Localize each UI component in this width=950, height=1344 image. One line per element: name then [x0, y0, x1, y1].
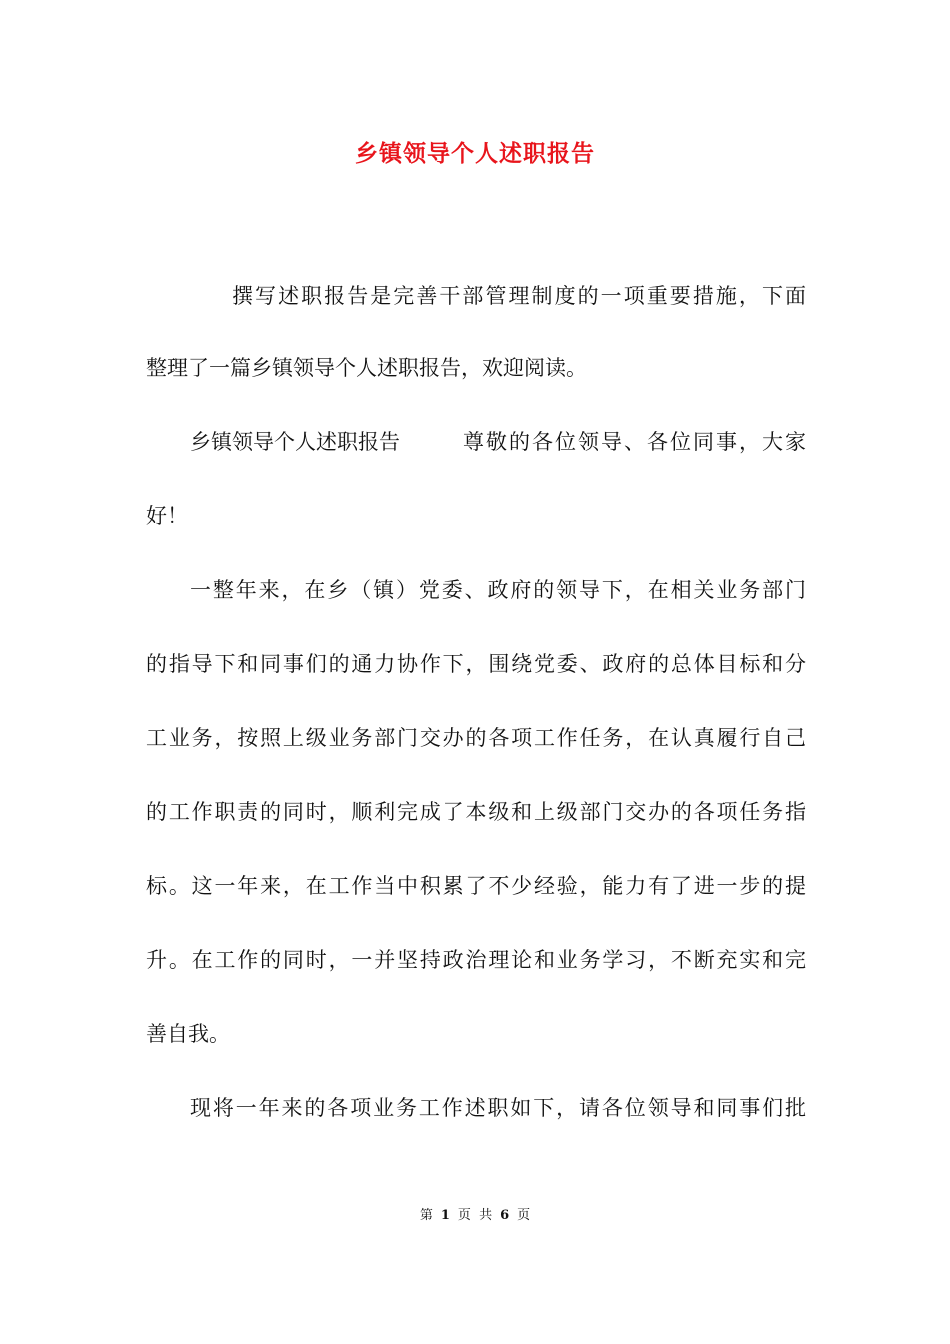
paragraph-line: 现将一年来的各项业务工作述职如下，请各位领导和同事们批 — [190, 1096, 806, 1120]
paragraph-line: 整理了一篇乡镇领导个人述职报告，欢迎阅读。 — [146, 356, 587, 380]
heading-line: 乡镇领导个人述职报告 — [190, 430, 400, 454]
page-footer — [0, 1206, 950, 1226]
paragraph-line: 撰写述职报告是完善干部管理制度的一项重要措施，下面 — [232, 284, 806, 308]
salutation-line: 尊敬的各位领导、各位同事，大家 — [463, 430, 806, 454]
paragraph-line: 的工作职责的同时，顺利完成了本级和上级部门交办的各项任务指 — [146, 800, 806, 824]
paragraph-line: 好！ — [146, 504, 188, 528]
paragraph-line: 标。这一年来，在工作当中积累了不少经验，能力有了进一步的提 — [146, 874, 806, 898]
paragraph-line: 升。在工作的同时，一并坚持政治理论和业务学习，不断充实和完 — [146, 948, 806, 972]
document-title: 乡镇领导个人述职报告 — [355, 140, 595, 167]
paragraph-line: 的指导下和同事们的通力协作下，围绕党委、政府的总体目标和分 — [146, 652, 806, 676]
footer-total-pages: 6 — [500, 1208, 510, 1223]
paragraph-line: 善自我。 — [146, 1022, 230, 1046]
footer-ye: 页 — [517, 1208, 531, 1223]
paragraph-line: 工业务，按照上级业务部门交办的各项工作任务，在认真履行自己 — [146, 726, 806, 750]
footer-gong: 共 — [479, 1208, 493, 1223]
paragraph-line: 一整年来，在乡（镇）党委、政府的领导下，在相关业务部门 — [190, 578, 806, 602]
footer-di: 第 — [419, 1208, 433, 1223]
footer-ye: 页 — [457, 1208, 471, 1223]
footer-page-number: 1 — [440, 1208, 450, 1223]
